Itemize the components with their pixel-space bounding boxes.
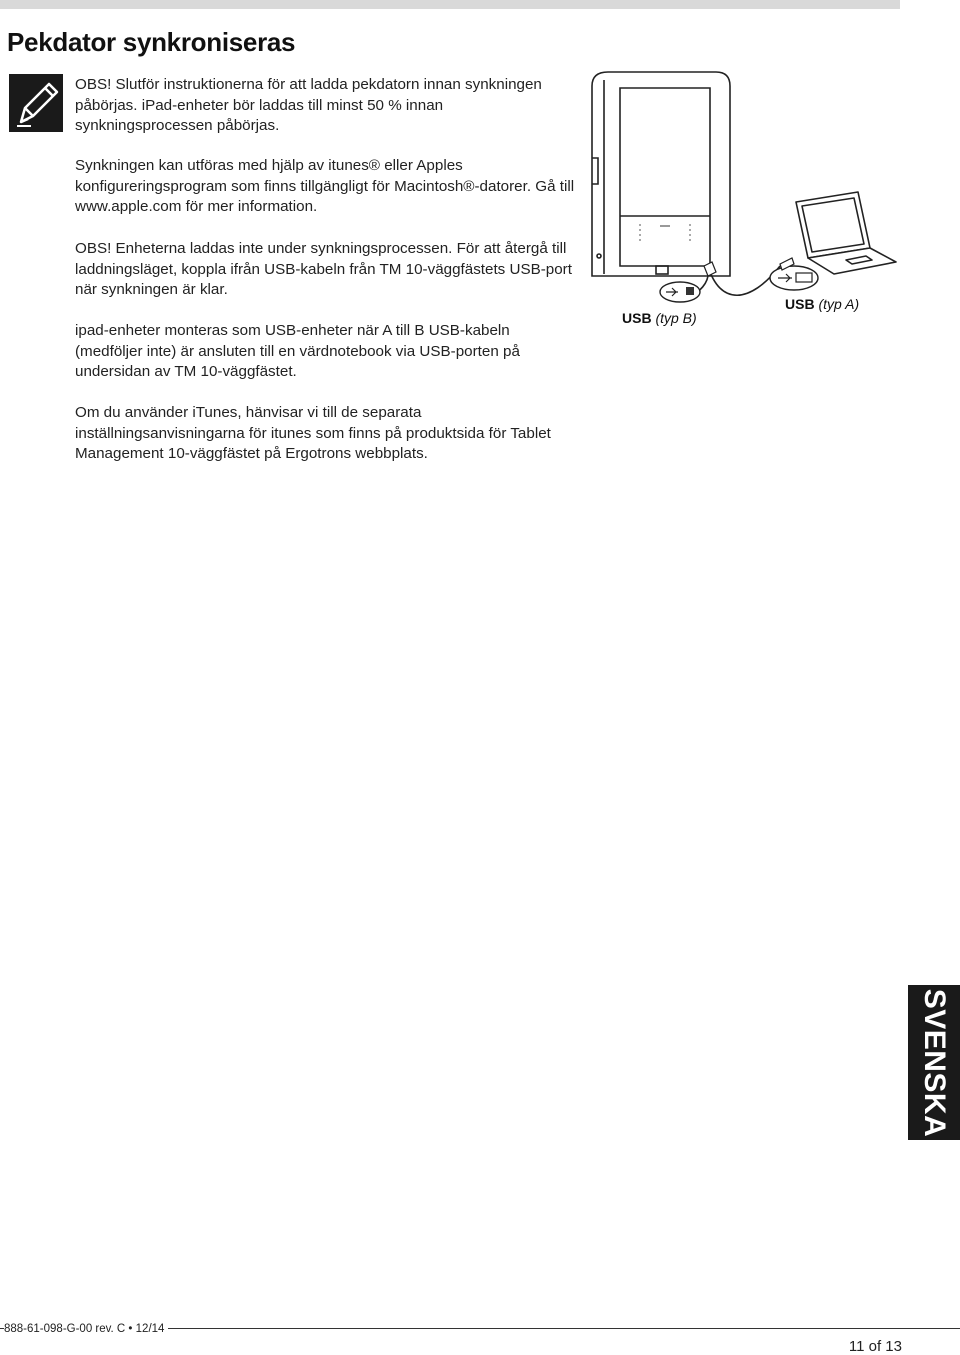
pencil-note-icon bbox=[9, 74, 63, 132]
document-code: 888-61-098-G-00 rev. C • 12/14 bbox=[4, 1323, 168, 1335]
usb-b-connector-icon bbox=[660, 282, 700, 302]
laptop-icon bbox=[790, 190, 900, 280]
paragraph-sync-tools: Synkningen kan utföras med hjälp av itunes® eller Apples konfigureringsprogram som finns tillgängligt för Macintosh®-datorer. Gå till www.apple.com för mer information. bbox=[75, 157, 575, 215]
usb-type-a-label: USB (typ A) bbox=[785, 296, 860, 312]
top-bar bbox=[0, 0, 900, 9]
note-paragraph-charge: OBS! Slutför instruktionerna för att ladda pekdatorn innan synkningen påbörjas. iPad-enheter bör laddas till minst 50 % innan synkningsprocessen påbörjas. bbox=[75, 76, 542, 134]
paragraph-itunes-reference: Om du använder iTunes, hänvisar vi till de separata inställningsanvisningarna för itunes som finns på produktsida för Tablet Management 10-väggfästet på Ergotrons webbplats. bbox=[75, 404, 551, 462]
note-paragraph-no-charging: OBS! Enheterna laddas inte under synkningsprocessen. För att återgå till laddningsläget, koppla ifrån USB-kabeln från TM 10-väggfästets USB-port när synkningen är klar. bbox=[75, 240, 572, 298]
page-number: 11 of 13 bbox=[848, 1338, 902, 1355]
page-title: Pekdator synkroniseras bbox=[7, 27, 296, 57]
language-tab bbox=[908, 985, 960, 1140]
language-label: SVENSKA bbox=[918, 988, 951, 1137]
paragraph-usb-mount: ipad-enheter monteras som USB-enheter när A till B USB-kabeln (medföljer inte) är ansluten till en värdnotebook via USB-porten på undersidan av TM 10-väggfästet. bbox=[75, 322, 520, 380]
usb-type-b-label: USB (typ B) bbox=[622, 310, 697, 326]
